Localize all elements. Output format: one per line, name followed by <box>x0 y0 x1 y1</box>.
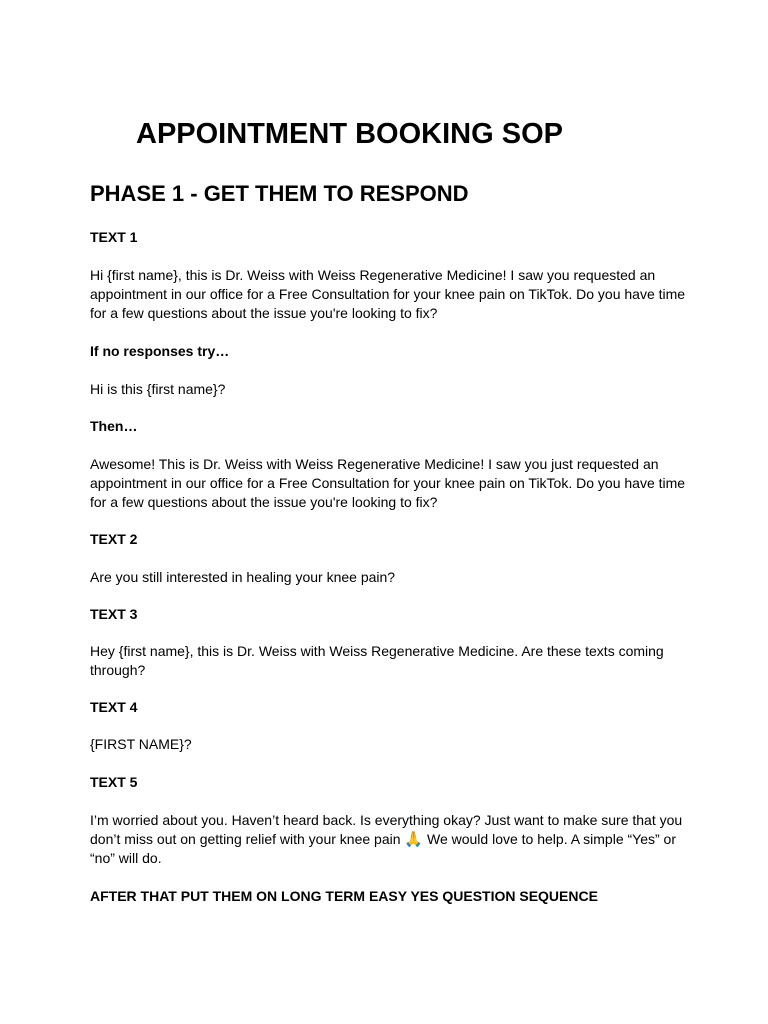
text5-body-part2: We would love to help. A simple “Yes” or “no” will do. <box>90 831 677 866</box>
text5-body-part1: I’m worried about you. Haven’t heard back. Is everything okay? Just want to make sure that you don’t miss out on getting relief with your knee pain <box>90 812 683 847</box>
text2-label: TEXT 2 <box>90 531 138 547</box>
text3-body: Hey {first name}, this is Dr. Weiss with Weiss Regenerative Medicine. Are these texts coming through? <box>90 643 664 678</box>
text2-body: Are you still interested in healing your knee pain? <box>90 569 396 585</box>
text5-label: TEXT 5 <box>90 774 138 790</box>
document-title: APPOINTMENT BOOKING SOP <box>136 118 563 150</box>
closing-instruction: AFTER THAT PUT THEM ON LONG TERM EASY YES QUESTION SEQUENCE <box>90 888 598 904</box>
text1-label: TEXT 1 <box>90 229 138 245</box>
then-body: Awesome! This is Dr. Weiss with Weiss Regenerative Medicine! I saw you just requested an appointment in our office for a Free Consultation for your knee pain on TikTok. Do you have time for a few questions about the issue you're looking to fix? <box>90 456 686 510</box>
text3-label: TEXT 3 <box>90 606 138 622</box>
document-content <box>90 228 690 906</box>
no-response-body: Hi is this {first name}? <box>90 381 226 397</box>
then-label: Then… <box>90 418 138 434</box>
phase-heading: PHASE 1 - GET THEM TO RESPOND <box>90 181 469 206</box>
text4-label: TEXT 4 <box>90 699 138 715</box>
no-response-label: If no responses try… <box>90 343 230 359</box>
text1-body: Hi {first name}, this is Dr. Weiss with Weiss Regenerative Medicine! I saw you requested an appointment in our office for a Free Consultation for your knee pain on TikTok. Do you have time for a few questions about the issue you're looking to fix? <box>90 267 686 321</box>
text5-body <box>90 811 690 868</box>
text4-body: {FIRST NAME}? <box>90 736 192 752</box>
praying-hands-icon: 🙏 <box>404 831 424 848</box>
